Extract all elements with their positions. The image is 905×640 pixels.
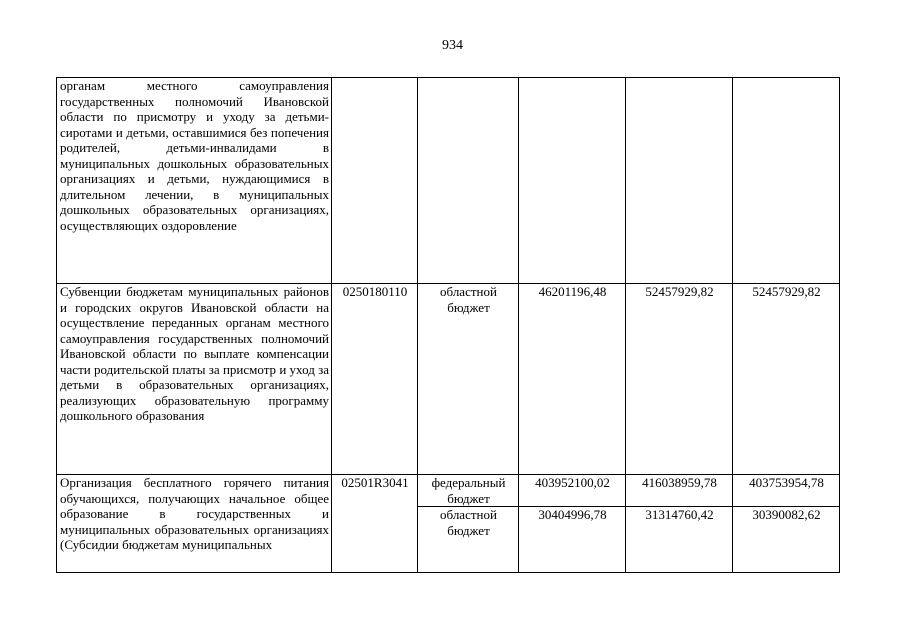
row-value-2: 416038959,78 [626,475,733,507]
table-row [57,78,840,284]
row-code: 02501R3041 [332,475,418,573]
row-value-1 [519,78,626,284]
row-value-3: 52457929,82 [733,284,840,475]
row-code [332,78,418,284]
row-value-2 [626,78,733,284]
row-value-2: 31314760,42 [626,507,733,573]
page-number: 934 [442,38,463,53]
row-code: 0250180110 [332,284,418,475]
row-description: органам местного самоуправления государственных полномочий Ивановской области по присмотру и уходу за детьми-сиротами и детьми, оставшимися без попечения родителей, детьми-инвалидами в муниципальных дошкольных образовательных организациях и детьми, нуждающимися в длительном лечении, в муниципальных дошкольных образовательных организациях, осуществляющих оздоровление [57,78,332,284]
row-source [418,78,519,284]
row-value-1: 403952100,02 [519,475,626,507]
row-source: федеральный бюджет [418,475,519,507]
row-value-3: 30390082,62 [733,507,840,573]
row-value-3: 403753954,78 [733,475,840,507]
row-value-1: 30404996,78 [519,507,626,573]
row-description: Организация бесплатного горячего питания обучающихся, получающих начальное общее образование в государственных и муниципальных образовательных организациях (Субсидии бюджетам муниципальных [57,475,332,573]
row-description: Субвенции бюджетам муниципальных районов и городских округов Ивановской области на осуществление переданных органам местного самоуправления государственных полномочий Ивановской области по выплате компенсации части родительской платы за присмотр и уход за детьми в образовательных организациях, реализующих образовательную программу дошкольного образования [57,284,332,475]
table-row [57,475,840,507]
row-value-2: 52457929,82 [626,284,733,475]
row-value-1: 46201196,48 [519,284,626,475]
budget-table [56,77,840,573]
row-source: областной бюджет [418,507,519,573]
row-source: областной бюджет [418,284,519,475]
row-value-3 [733,78,840,284]
table-row [57,284,840,475]
